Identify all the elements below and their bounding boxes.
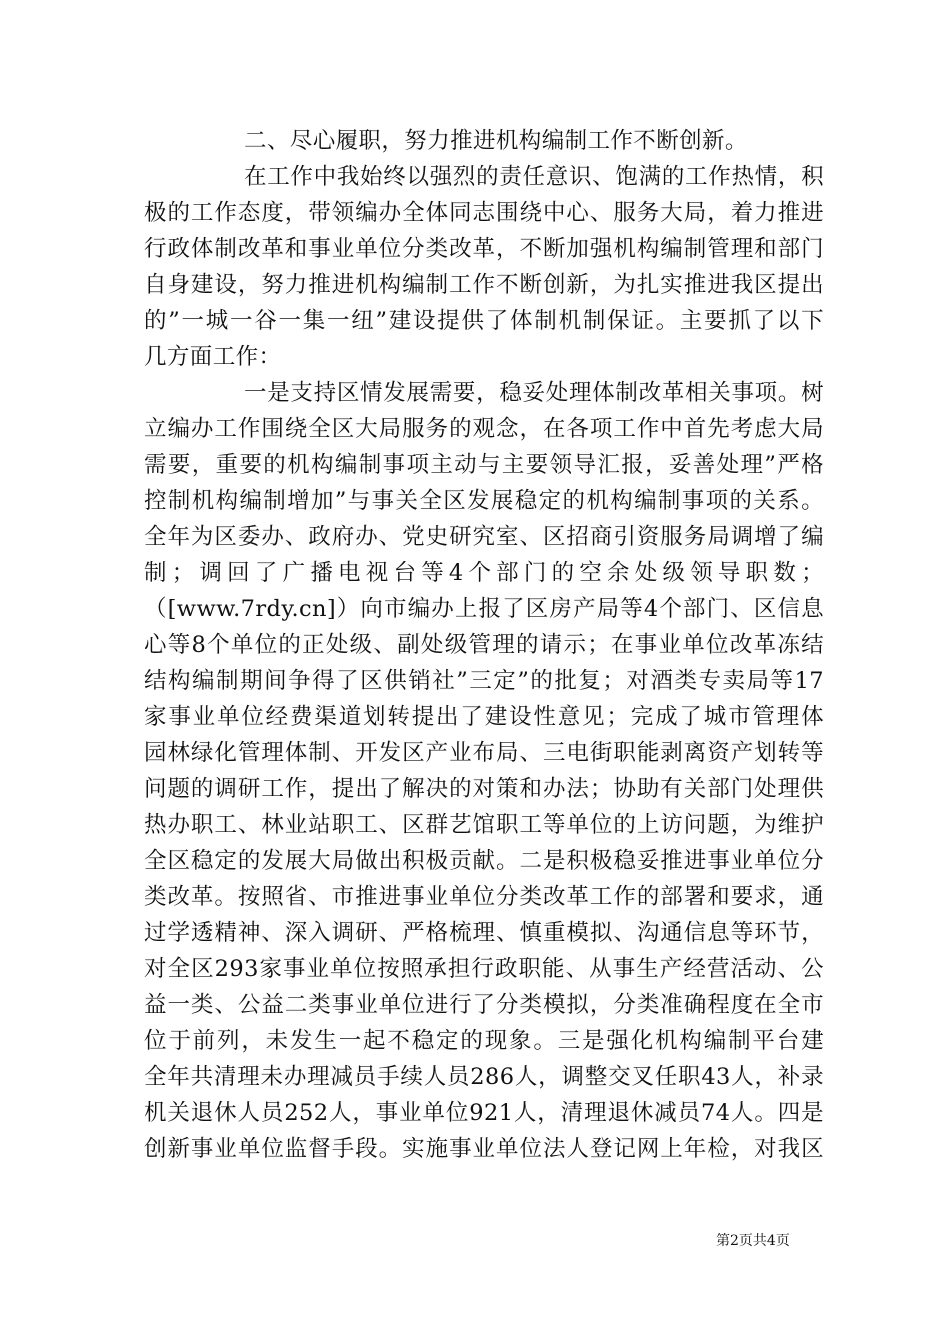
paragraph-line: 自身建设，努力推进机构编制工作不断创新，为扎实推进我区提出 [144,272,824,298]
paragraph-line: 全年为区委办、政府办、党史研究室、区招商引资服务局调增了编 [144,524,824,550]
paragraph-line: 心等8个单位的正处级、副处级管理的请示；在事业单位改革冻结 [144,632,824,658]
paragraph-line: 几方面工作： [144,344,282,370]
paragraph-line: 全年共清理未办理减员手续人员286人，调整交叉任职43人，补录 [144,1064,824,1090]
section-heading: 二、尽心履职，努力推进机构编制工作不断创新。 [244,128,748,154]
paragraph-line: 问题的调研工作，提出了解决的对策和办法；协助有关部门处理供 [144,776,824,802]
paragraph-line: 全区稳定的发展大局做出积极贡献。二是积极稳妥推进事业单位分 [144,848,824,874]
paragraph-line: 的”一城一谷一集一纽”建设提供了体制机制保证。主要抓了以下 [144,308,824,334]
paragraph-line: 结构编制期间争得了区供销社”三定”的批复；对酒类专卖局等17 [144,668,824,694]
paragraph-line: 热办职工、林业站职工、区群艺馆职工等单位的上访问题，为维护 [144,812,824,838]
page-number-footer: 第2页共4页 [716,1233,790,1249]
paragraph-line: 园林绿化管理体制、开发区产业布局、三电街职能剥离资产划转等 [144,740,824,766]
paragraph-line: 一是支持区情发展需要，稳妥处理体制改革相关事项。树 [244,380,824,406]
paragraph-line: 益一类、公益二类事业单位进行了分类模拟，分类准确程度在全市 [144,992,824,1018]
paragraph-line: 控制机构编制增加”与事关全区发展稳定的机构编制事项的关系。 [144,488,824,514]
paragraph-line: 行政体制改革和事业单位分类改革，不断加强机构编制管理和部门 [144,236,824,262]
paragraph-line: 对全区293家事业单位按照承担行政职能、从事生产经营活动、公 [144,956,824,982]
paragraph-line: 制；调回了广播电视台等4个部门的空余处级领导职数； [144,560,824,586]
paragraph-line: 立编办工作围绕全区大局服务的观念，在各项工作中首先考虑大局 [144,416,824,442]
paragraph-line: 机关退休人员252人，事业单位921人，清理退休减员74人。四是 [144,1100,824,1126]
paragraph-line: 家事业单位经费渠道划转提出了建设性意见；完成了城市管理体 [144,704,824,730]
paragraph-line: 位于前列，未发生一起不稳定的现象。三是强化机构编制平台建 [144,1028,824,1054]
paragraph-line: 极的工作态度，带领编办全体同志围绕中心、服务大局，着力推进 [144,200,824,226]
paragraph-line: 在工作中我始终以强烈的责任意识、饱满的工作热情，积 [244,164,824,190]
paragraph-line: 创新事业单位监督手段。实施事业单位法人登记网上年检，对我区 [144,1136,824,1162]
paragraph-line: 过学透精神、深入调研、严格梳理、慎重模拟、沟通信息等环节， [144,920,824,946]
paragraph-line: 需要，重要的机构编制事项主动与主要领导汇报，妥善处理”严格 [144,452,824,478]
paragraph-line: 类改革。按照省、市推进事业单位分类改革工作的部署和要求，通 [144,884,824,910]
paragraph-line: （[www.7rdy.cn]）向市编办上报了区房产局等4个部门、区信息 [144,596,824,622]
